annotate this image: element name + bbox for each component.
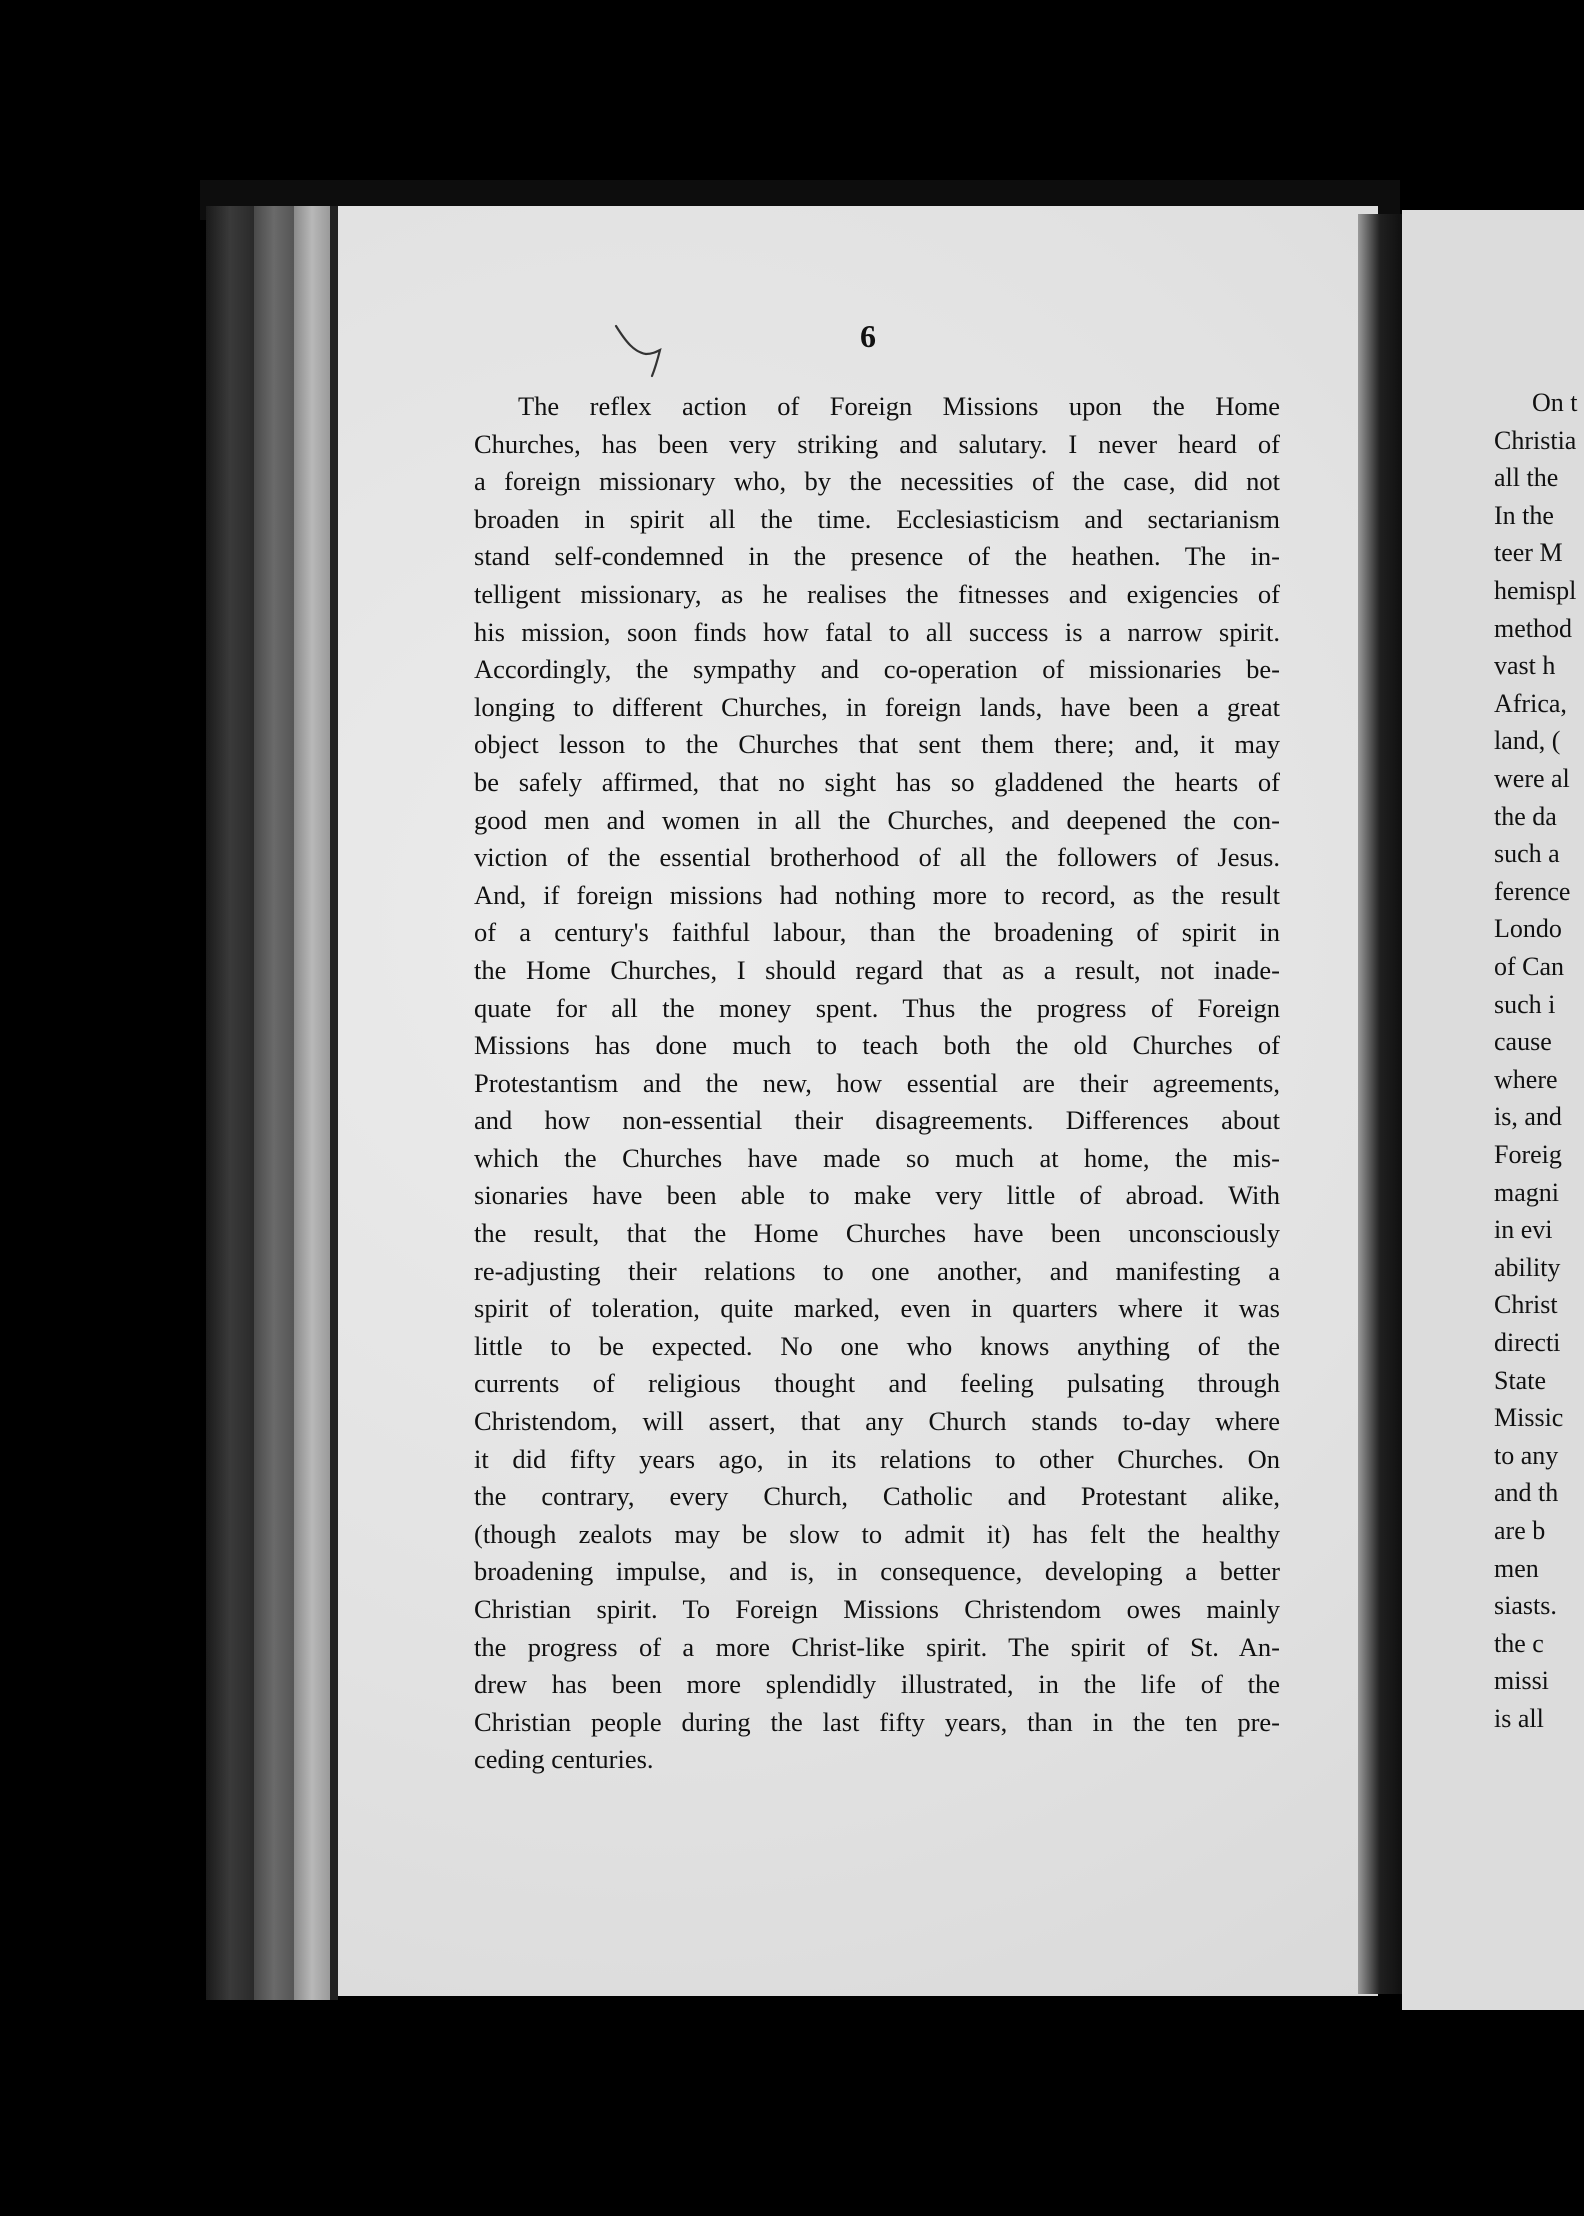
right-page-fragment: method — [1494, 613, 1572, 643]
text-line: be safely affirmed, that no sight has so gladdened the hearts of — [474, 766, 1280, 797]
text-line: good men and women in all the Churches, and deepened the con- — [474, 804, 1280, 835]
right-page-fragment: cause — [1494, 1027, 1552, 1057]
right-page-fragment: Africa, — [1494, 688, 1567, 718]
text-line: stand self-condemned in the presence of the heathen. The in- — [474, 541, 1280, 572]
text-line: a foreign missionary who, by the necessities of the case, did not — [474, 466, 1280, 497]
right-page-fragment: magni — [1494, 1177, 1559, 1207]
text-line: longing to different Churches, in foreign lands, have been a great — [474, 691, 1280, 722]
text-line: ceding centuries. — [474, 1744, 654, 1775]
right-page-fragment: land, ( — [1494, 726, 1561, 756]
book-edge-line — [330, 206, 338, 2000]
body-text — [474, 388, 1280, 1779]
right-page-fragment: teer M — [1494, 538, 1563, 568]
right-page-fragment: Londo — [1494, 914, 1562, 944]
right-page-fragment: Missic — [1494, 1403, 1564, 1433]
right-page-fragment: vast h — [1494, 651, 1556, 681]
text-line: re-adjusting their relations to one another, and manifesting a — [474, 1255, 1280, 1286]
right-page-fragment: men — [1494, 1553, 1539, 1583]
right-page-fragment: directi — [1494, 1328, 1561, 1357]
right-page-fragment: the da — [1494, 801, 1557, 831]
right-page-fragment: On t — [1532, 388, 1578, 417]
right-page-fragment: where — [1494, 1064, 1558, 1094]
text-line: the result, that the Home Churches have been unconsciously — [474, 1218, 1280, 1249]
right-page-fragment: is, and — [1494, 1102, 1562, 1132]
pencil-mark-icon — [612, 318, 672, 380]
text-line: sionaries have been able to make very little of abroad. With — [474, 1180, 1280, 1211]
right-page-fragment: of Can — [1494, 952, 1565, 981]
text-line: Protestantism and the new, how essential are their agreements, — [474, 1067, 1280, 1098]
right-page-fragment: State — [1494, 1365, 1546, 1395]
text-line: broadening impulse, and is, in consequence, developing a better — [474, 1556, 1280, 1587]
text-line: and how non-essential their disagreements. Differences about — [474, 1105, 1280, 1136]
text-line: Christendom, will assert, that any Church stands to-day where — [474, 1406, 1280, 1437]
text-line: Christian people during the last fifty years, than in the ten pre- — [474, 1706, 1280, 1737]
text-line: the Home Churches, I should regard that as a result, not inade- — [474, 954, 1280, 985]
text-line: Missions has done much to teach both the old Churches of — [474, 1030, 1280, 1061]
text-line: viction of the essential brotherhood of all the followers of Jesus. — [474, 842, 1280, 873]
text-line: the contrary, every Church, Catholic and Protestant alike, — [474, 1481, 1280, 1512]
right-page-fragment: Christia — [1494, 425, 1577, 455]
right-page-fragment: are b — [1494, 1516, 1546, 1545]
right-page-fragment: such a — [1494, 839, 1560, 869]
book-edge-middle — [254, 206, 294, 2000]
text-line: telligent missionary, as he realises the fitnesses and exigencies of — [474, 578, 1280, 609]
text-line: Accordingly, the sympathy and co-operation of missionaries be- — [474, 654, 1280, 685]
text-line: object lesson to the Churches that sent them there; and, it may — [474, 729, 1280, 760]
book-edge-pages — [294, 206, 330, 2000]
text-line: Christian spirit. To Foreign Missions Christendom owes mainly — [474, 1594, 1280, 1624]
text-line: drew has been more splendidly illustrated, in the life of the — [474, 1669, 1280, 1700]
right-page-fragment: hemispl — [1494, 576, 1577, 605]
text-line: broaden in spirit all the time. Ecclesiasticism and sectarianism — [474, 503, 1280, 534]
right-page-fragment: the c — [1494, 1628, 1544, 1658]
text-line: which the Churches have made so much at home, the mis- — [474, 1142, 1280, 1173]
text-line: his mission, soon finds how fatal to all success is a narrow spirit. — [474, 616, 1280, 647]
right-page-fragment: In the — [1494, 500, 1554, 530]
text-line: The reflex action of Foreign Missions upon the Home — [518, 391, 1280, 421]
right-page-fragment: missi — [1494, 1666, 1549, 1696]
text-line: little to be expected. No one who knows anything of the — [474, 1330, 1280, 1361]
page-number: 6 — [860, 318, 876, 354]
text-line: it did fifty years ago, in its relations to other Churches. On — [474, 1443, 1280, 1474]
right-page-fragment: siasts. — [1494, 1591, 1557, 1621]
text-line: Churches, has been very striking and salutary. I never heard of — [474, 428, 1280, 459]
right-page-fragment: in evi — [1494, 1215, 1553, 1245]
text-line: the progress of a more Christ-like spirit. The spirit of St. An- — [474, 1631, 1280, 1662]
text-line: of a century's faithful labour, than the broadening of spirit in — [474, 917, 1280, 948]
text-line: (though zealots may be slow to admit it) has felt the healthy — [474, 1518, 1280, 1549]
right-page-fragment: ability — [1494, 1252, 1561, 1282]
book-edge-outer — [206, 206, 254, 2000]
text-line: currents of religious thought and feeling pulsating through — [474, 1368, 1280, 1399]
right-page-fragment: Christ — [1494, 1290, 1558, 1320]
right-page-fragment: Foreig — [1494, 1140, 1562, 1169]
right-page-fragment: to any — [1494, 1440, 1559, 1470]
text-line: And, if foreign missions had nothing more to record, as the result — [474, 879, 1280, 910]
book-gutter — [1358, 214, 1402, 1994]
right-page — [1402, 210, 1584, 2010]
right-page-fragment: all the — [1494, 463, 1559, 493]
right-page-fragment: were al — [1494, 764, 1570, 793]
right-page-fragment: and th — [1494, 1478, 1559, 1508]
right-page-fragment: such i — [1494, 989, 1556, 1019]
right-page-fragment: ference — [1494, 876, 1571, 906]
text-line: quate for all the money spent. Thus the progress of Foreign — [474, 992, 1280, 1023]
right-page-fragment: is all — [1494, 1704, 1544, 1733]
text-line: spirit of toleration, quite marked, even in quarters where it was — [474, 1293, 1280, 1324]
